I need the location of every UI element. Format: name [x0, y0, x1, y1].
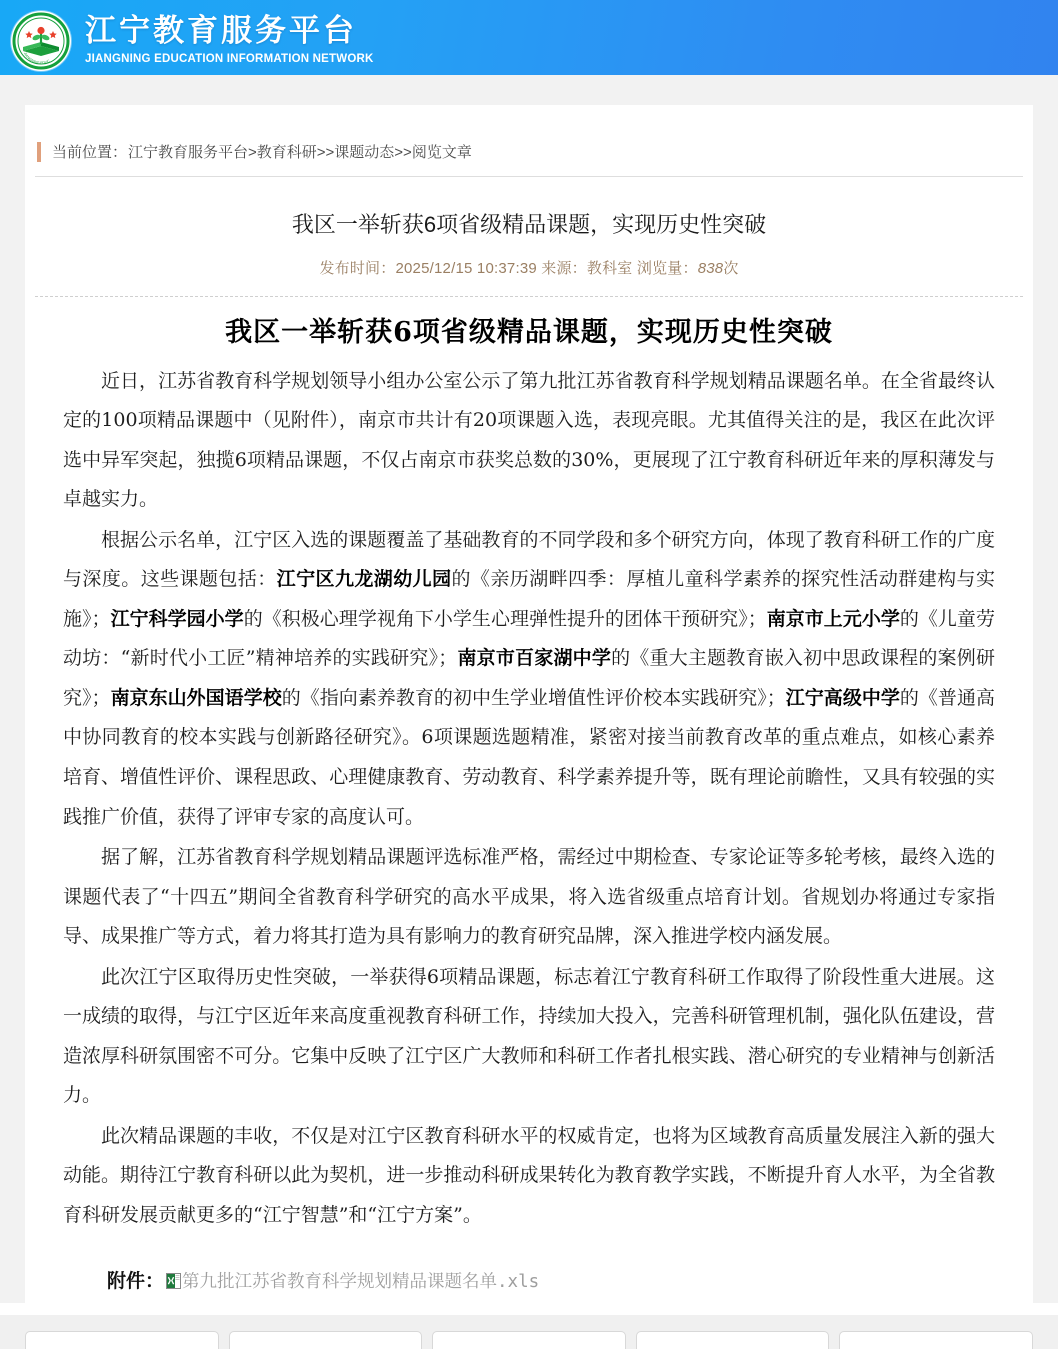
- paragraph-text: 根据公示名单，江宁区入选的课题覆盖了基础教育的不同学段和多个研究方向，体现了教育科研工作的广度与深度。这些课题包括：: [63, 528, 995, 591]
- article-paragraph-list: [63, 362, 995, 1235]
- breadcrumb-accent-bar: [37, 142, 41, 162]
- brand-title-cn: 江宁教育服务平台: [85, 13, 357, 50]
- article-paragraph: [63, 958, 995, 1116]
- article-paragraph: [63, 838, 995, 957]
- footer-gap: [0, 1303, 1058, 1315]
- school-name-emphasis: 南京东山外国语学校: [110, 686, 282, 709]
- page-title: 我区一举斩获6项省级精品课题，实现历史性突破: [291, 212, 767, 237]
- content-card: [25, 105, 1033, 1303]
- school-name-emphasis: 江宁高级中学: [785, 686, 900, 709]
- meta-views-label: 浏览量：: [636, 259, 698, 277]
- footer-link-select-4[interactable]: [636, 1331, 830, 1349]
- breadcrumb-path[interactable]: 江宁教育服务平台>教育科研>>课题动态>>阅览文章: [128, 144, 472, 161]
- site-header: [0, 0, 1058, 75]
- paragraph-text: 的《普通高中协同教育的校本实践与创新路径研究》。6项课题选题精准，紧密对接当前教育改革的重点难点，如核心素养培育、增值性评价、课程思政、心理健康教育、劳动教育、科学素养提升等，既有理论前瞻性，又具有较强的实践推广价值，获得了评审专家的高度认可。: [63, 686, 995, 828]
- page-wrapper: [0, 75, 1058, 1303]
- article-body: [25, 297, 1033, 1235]
- svg-text:JIANGNING EDUC: JIANGNING EDUC: [22, 51, 51, 66]
- excel-file-icon: [166, 1272, 181, 1288]
- footer-link-select-2[interactable]: [229, 1331, 423, 1349]
- paragraph-text: 近日，江苏省教育科学规划领导小组办公室公示了第九批江苏省教育科学规划精品课题名单。在全省最终认定的100项精品课题中（见附件），南京市共计有20项课题入选，表现亮眼。尤其值得关注的是，我区在此次评选中异军突起，独揽6项精品课题，不仅占南京市获奖总数的30%，更展现了江宁教育科研近年来的厚积薄发与卓越实力。: [63, 369, 995, 511]
- school-name-emphasis: 江宁区九龙湖幼儿园: [276, 568, 452, 591]
- paragraph-text: 的《亲历湖畔四季：厚植儿童科学素养的探究性活动群建构与实施》；: [63, 568, 995, 630]
- paragraph-text: 此次江宁区取得历史性突破，一举获得6项精品课题，标志着江宁教育科研工作取得了阶段性重大进展。这一成绩的取得，与江宁区近年来高度重视教育科研工作，持续加大投入，完善科研管理机制，强化队伍建设，营造浓厚科研氛围密不可分。它集中反映了江宁区广大教师和科研工作者扎根实践、潜心研究的专业精神与创新活力。: [63, 965, 995, 1107]
- paragraph-text: 的《重大主题教育嵌入初中思政课程的案例研究》；: [63, 647, 995, 709]
- article-paragraph: [63, 362, 995, 520]
- article-paragraph: [63, 1117, 995, 1236]
- meta-views-suffix: 次: [723, 259, 739, 277]
- attachment-row: [25, 1236, 1033, 1293]
- brand-title-en: JIANGNING EDUCATION INFORMATION NETWORK: [85, 53, 374, 66]
- school-name-emphasis: 南京市百家湖中学: [457, 647, 612, 670]
- document-meta: [65, 257, 993, 278]
- meta-publish-label: 发布时间：: [319, 259, 396, 277]
- meta-source-label: 来源：: [541, 259, 587, 277]
- paragraph-text: 此次精品课题的丰收，不仅是对江宁区教育科研水平的权威肯定，也将为区域教育高质量发展注入新的强大动能。期待江宁教育科研以此为契机，进一步推动科研成果转化为教育教学实践，不断提升育人水平，为全省教育科研发展贡献更多的“江宁智慧”和“江宁方案”。: [63, 1124, 995, 1226]
- meta-source: 教科室: [586, 259, 633, 277]
- school-name-emphasis: 江宁科学园小学: [110, 607, 244, 630]
- paragraph-text: 据了解，江苏省教育科学规划精品课题评选标准严格，需经过中期检查、专家论证等多轮考核，最终入选的课题代表了“十四五”期间全省教育科学研究的高水平成果，将入选省级重点培育计划。省规划办将通过专家指导、成果推广等方式，着力将其打造为具有影响力的教育研究品牌，深入推进学校内涵发展。: [63, 846, 995, 948]
- footer-strip: [0, 1315, 1058, 1349]
- meta-views-count: 838: [697, 259, 724, 277]
- footer-link-selects: [25, 1325, 1033, 1349]
- footer-link-select-3[interactable]: [432, 1331, 626, 1349]
- breadcrumb-label: 当前位置：: [52, 144, 128, 161]
- article-heading: 我区一举斩获6项省级精品课题，实现历史性突破: [225, 316, 833, 348]
- school-emblem-icon: [11, 11, 71, 71]
- article-paragraph: [63, 521, 995, 837]
- breadcrumb: [25, 105, 1033, 176]
- brand-text: [85, 13, 374, 66]
- footer-link-select-1[interactable]: [25, 1331, 219, 1349]
- meta-publish-time: 2025/12/15 10:37:39: [395, 259, 537, 277]
- paragraph-text: 的《指向素养教育的初中生学业增值性评价校本实践研究》；: [281, 686, 786, 709]
- footer-link-select-5[interactable]: [839, 1331, 1033, 1349]
- paragraph-text: 的《儿童劳动坊：“新时代小工匠”精神培养的实践研究》；: [63, 607, 995, 670]
- brand-row: [0, 0, 1058, 75]
- title-block: [25, 177, 1033, 278]
- school-name-emphasis: 南京市上元小学: [766, 607, 900, 630]
- paragraph-text: 的《积极心理学视角下小学生心理弹性提升的团体干预研究》；: [243, 607, 767, 630]
- attachment-filename[interactable]: 第九批江苏省教育科学规划精品课题名单.xls: [182, 1272, 540, 1293]
- attachment-label: 附件：: [107, 1270, 165, 1293]
